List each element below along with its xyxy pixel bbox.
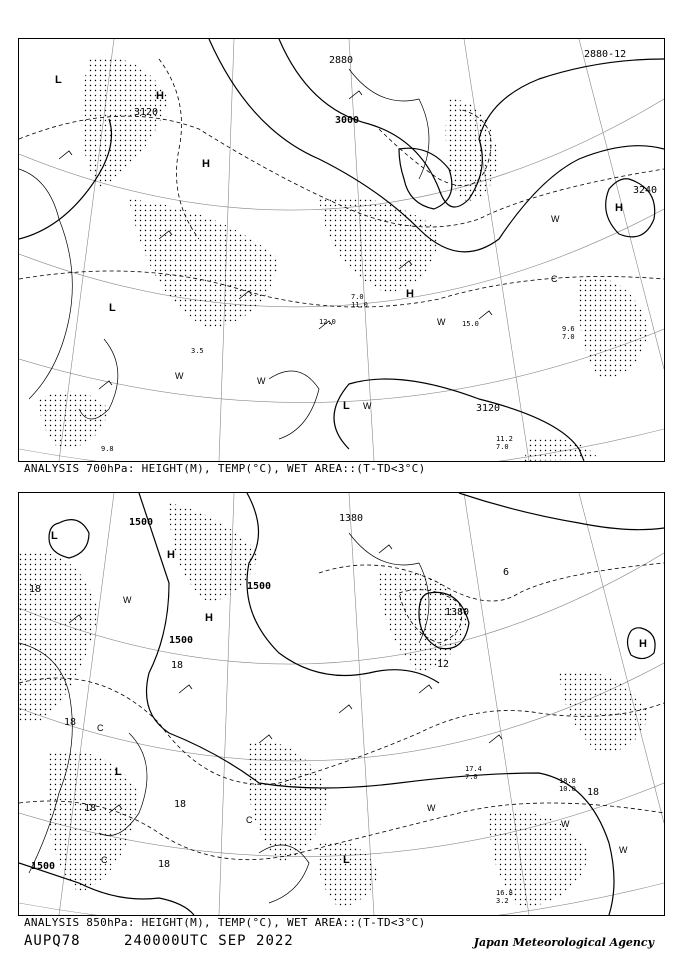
center-marker: W <box>175 371 184 381</box>
caption-850hpa: ANALYSIS 850hPa: HEIGHT(M), TEMP(°C), WET AREA::(T-TD<3°C) <box>24 916 426 929</box>
height-label: 3000 <box>335 115 360 126</box>
center-marker: W <box>437 317 446 327</box>
temp-label: 12 <box>437 659 450 670</box>
center-marker: H <box>156 90 164 102</box>
station-value: 7.0 <box>465 773 478 781</box>
center-marker: H <box>202 158 210 170</box>
station-value: 17.4 <box>465 765 482 773</box>
height-label: 3240 <box>633 185 658 196</box>
center-marker: H <box>406 288 414 300</box>
center-marker: W <box>363 401 372 411</box>
center-marker: H <box>615 202 623 214</box>
center-marker: C <box>97 723 104 733</box>
center-marker: L <box>343 400 350 412</box>
center-marker: W <box>123 595 132 605</box>
height-label: 1500 <box>31 861 56 872</box>
center-marker: L <box>55 74 62 86</box>
product-code: AUPQ78 <box>24 933 81 949</box>
center-marker: C <box>551 274 558 284</box>
station-value: 15.0 <box>462 320 479 328</box>
temp-label: 18 <box>29 584 42 595</box>
station-value: 7.0 <box>562 333 575 341</box>
temp-label: 18 <box>171 660 184 671</box>
center-marker: W <box>561 819 570 829</box>
chart-700hpa <box>18 38 665 462</box>
center-marker: L <box>343 854 350 866</box>
map-850hpa <box>19 493 664 915</box>
station-value: 11.0 <box>351 301 368 309</box>
chart-850hpa <box>18 492 665 916</box>
center-marker: W <box>619 845 628 855</box>
station-value: 7.0 <box>496 443 509 451</box>
station-value: 9.6 <box>562 325 575 333</box>
station-value: 7.0 <box>351 293 364 301</box>
temp-label: 18 <box>174 799 187 810</box>
center-marker: L <box>109 302 116 314</box>
center-marker: W <box>257 376 266 386</box>
station-value: 3.5 <box>191 347 204 355</box>
center-marker: H <box>167 549 175 561</box>
height-label: 1380 <box>445 607 470 618</box>
product-header <box>24 933 294 949</box>
height-label: 2880-12 <box>584 49 627 60</box>
temp-label: 18 <box>84 803 97 814</box>
center-marker: C <box>246 815 253 825</box>
center-marker: C <box>101 855 108 865</box>
caption-700hpa: ANALYSIS 700hPa: HEIGHT(M), TEMP(°C), WET AREA::(T-TD<3°C) <box>24 462 426 475</box>
center-marker: L <box>51 530 58 542</box>
height-label: 3120 <box>134 107 159 118</box>
station-value: 3.2 <box>496 897 509 905</box>
agency-name: Japan Meteorological Agency <box>473 936 654 949</box>
center-marker: H <box>639 638 647 650</box>
temp-label: 18 <box>587 787 600 798</box>
station-value: 11.2 <box>496 435 513 443</box>
height-label: 1380 <box>339 513 364 524</box>
wet-area-stipple <box>19 503 649 908</box>
height-label: 1500 <box>129 517 154 528</box>
station-value: 12.0 <box>319 318 336 326</box>
station-value: 16.8 <box>496 889 513 897</box>
station-value: 9.8 <box>101 445 114 453</box>
temp-label: 18 <box>158 859 171 870</box>
station-value: 18.8 <box>559 777 576 785</box>
height-label: 1500 <box>247 581 272 592</box>
center-marker: W <box>551 214 560 224</box>
height-label: 2880 <box>329 55 354 66</box>
temp-label: 18 <box>64 717 77 728</box>
station-value: 10.0 <box>559 785 576 793</box>
center-marker: L <box>115 766 122 778</box>
temp-label: 6 <box>503 567 510 578</box>
valid-time: 240000UTC SEP 2022 <box>124 933 294 949</box>
height-label: 1500 <box>169 635 194 646</box>
height-label: 3120 <box>476 403 501 414</box>
center-marker: H <box>205 612 213 624</box>
map-700hpa <box>19 39 664 461</box>
center-marker: W <box>427 803 436 813</box>
